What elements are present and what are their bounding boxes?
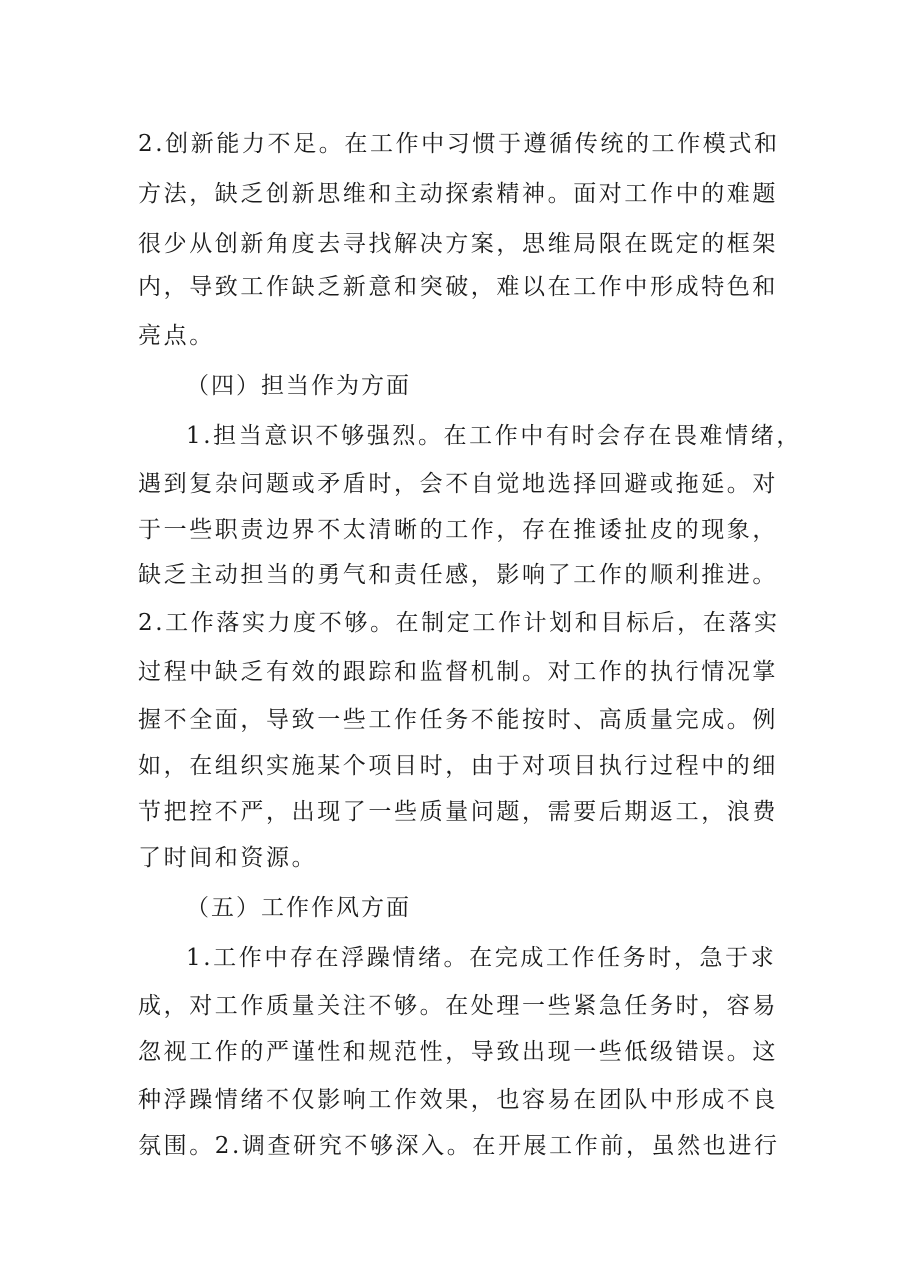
text-line: 亮点。 [138, 323, 215, 349]
text-line: 内，导致工作缺乏新意和突破，难以在工作中形成特色和 [138, 274, 778, 300]
section-heading-5: （五）工作作风方面 [186, 895, 411, 921]
text-line: 节把控不严，出现了一些质量问题，需要后期返工，浪费 [138, 799, 778, 825]
section-heading-4: （四）担当作为方面 [186, 373, 411, 399]
text-line: 于一些职责边界不太清晰的工作，存在推诿扯皮的现象， [138, 517, 778, 543]
text-line: 忽视工作的严谨性和规范性，导致出现一些低级错误。这 [138, 1039, 778, 1065]
text-line: 握不全面，导致一些工作任务不能按时、高质量完成。例 [138, 707, 778, 733]
text-line: 1.担当意识不够强烈。在工作中有时会存在畏难情绪， [186, 423, 802, 449]
text-line: 了时间和资源。 [138, 845, 318, 871]
text-line: 1.工作中存在浮躁情绪。在完成工作任务时，急于求 [186, 945, 777, 971]
text-line: 缺乏主动担当的勇气和责任感，影响了工作的顺利推进。 [138, 562, 778, 588]
text-line: 成，对工作质量关注不够。在处理一些紧急任务时，容易 [138, 993, 778, 1019]
text-line: 种浮躁情绪不仅影响工作效果，也容易在团队中形成不良 [138, 1087, 778, 1113]
text-line: 很少从创新角度去寻找解决方案，思维局限在既定的框架 [138, 231, 778, 257]
text-line: 如，在组织实施某个项目时，由于对项目执行过程中的细 [138, 753, 778, 779]
text-line: 方法，缺乏创新思维和主动探索精神。面对工作中的难题 [138, 181, 778, 207]
text-line: 过程中缺乏有效的跟踪和监督机制。对工作的执行情况掌 [138, 659, 778, 685]
text-line: 遇到复杂问题或矛盾时，会不自觉地选择回避或拖延。对 [138, 471, 778, 497]
text-line: 氛围。2.调查研究不够深入。在开展工作前，虽然也进行 [138, 1133, 780, 1159]
text-line: 2.工作落实力度不够。在制定工作计划和目标后，在落实 [138, 610, 780, 636]
text-line: 2.创新能力不足。在工作中习惯于遵循传统的工作模式和 [138, 131, 780, 157]
